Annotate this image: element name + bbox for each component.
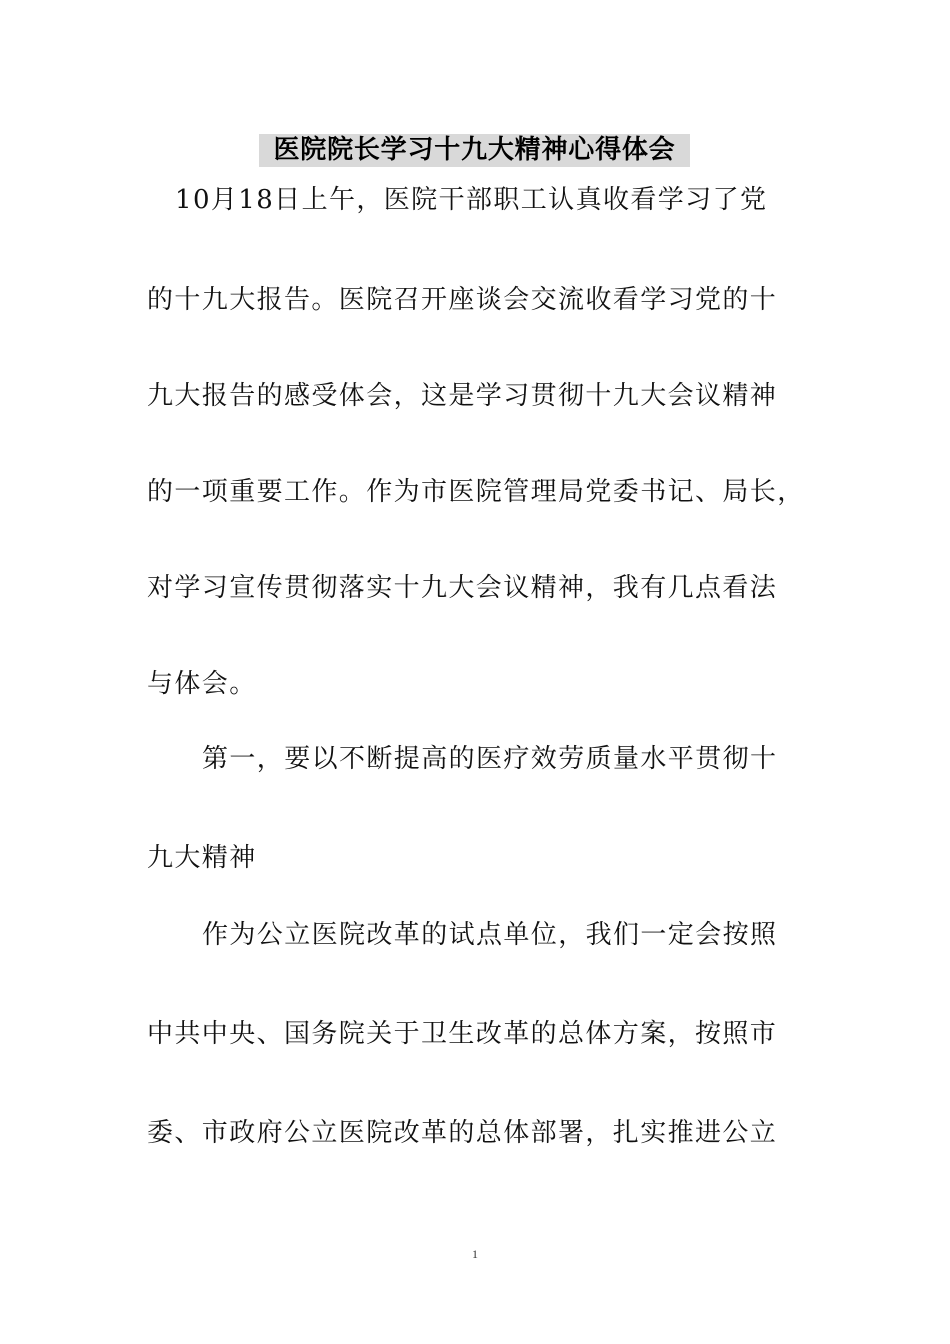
- text-line: 10月18日上午，医院干部职工认真收看学习了党: [175, 185, 768, 215]
- page-number: 1: [472, 1247, 478, 1261]
- text-line: 九大报告的感受体会，这是学习贯彻十九大会议精神: [147, 381, 778, 411]
- text-line: 委、市政府公立医院改革的总体部署，扎实推进公立: [147, 1118, 778, 1148]
- text-line: 的十九大报告。医院召开座谈会交流收看学习党的十: [147, 285, 778, 315]
- text-line: 作为公立医院改革的试点单位，我们一定会按照: [202, 920, 778, 950]
- text-line: 第一，要以不断提高的医疗效劳质量水平贯彻十: [202, 744, 778, 774]
- text-line: 九大精神: [147, 843, 257, 873]
- text-line: 对学习宣传贯彻落实十九大会议精神，我有几点看法: [147, 573, 778, 603]
- text-line: 与体会。: [147, 669, 257, 699]
- text-line: 的一项重要工作。作为市医院管理局党委书记、局长，: [147, 477, 805, 507]
- text-line: 中共中央、国务院关于卫生改革的总体方案，按照市: [147, 1019, 778, 1049]
- document-title: 医院院长学习十九大精神心得体会: [259, 134, 690, 167]
